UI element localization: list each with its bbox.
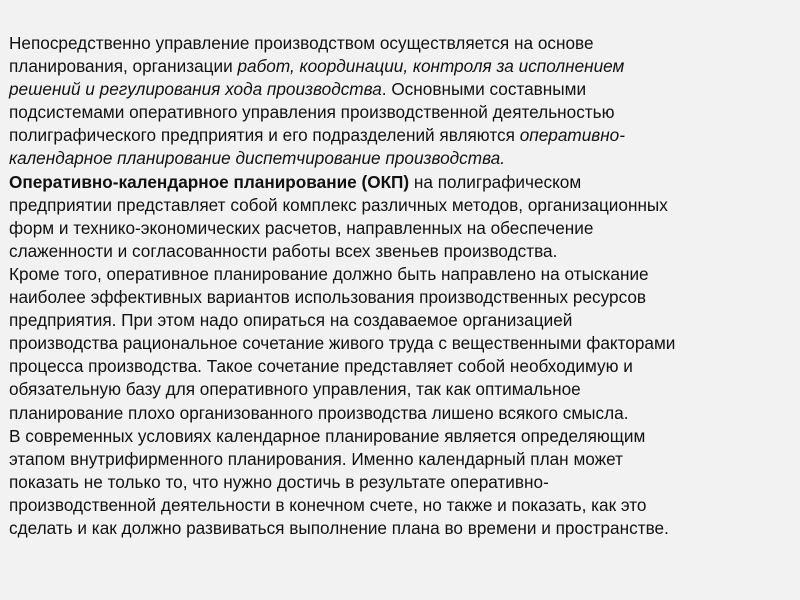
text-run: планирования, организации xyxy=(9,56,238,77)
text-line xyxy=(9,332,795,355)
text-line xyxy=(9,194,795,217)
text-run: производственной деятельности в конечном счете, но также и показать, как это xyxy=(9,494,647,515)
text-line xyxy=(9,217,795,240)
text-line xyxy=(9,147,795,170)
text-line xyxy=(9,32,795,55)
text-run: производства рациональное сочетание живого труда с вещественными факторами xyxy=(9,333,676,354)
text-line xyxy=(9,124,795,147)
text-line xyxy=(9,240,795,263)
text-line xyxy=(9,494,795,517)
text-run: показать не только то, что нужно достичь в результате оперативно- xyxy=(9,471,549,492)
text-run: форм и технико-экономических расчетов, направленных на обеспечение xyxy=(9,217,594,238)
text-line xyxy=(9,425,795,448)
text-line xyxy=(9,309,795,332)
text-run: подсистемами оперативного управления производственной деятельностью xyxy=(9,102,615,123)
text-run: наиболее эффективных вариантов использования производственных ресурсов xyxy=(9,287,647,308)
italic-text-run: работ, координации, контроля за исполнением xyxy=(237,56,625,77)
text-line xyxy=(9,171,795,194)
text-run: В современных условиях календарное планирование является определяющим xyxy=(9,425,646,446)
body-text xyxy=(9,32,795,540)
text-line xyxy=(9,263,795,286)
text-line xyxy=(9,471,795,494)
text-run: на полиграфическом xyxy=(409,171,582,192)
text-run: обязательную базу для оперативного управления, так как оптимальное xyxy=(9,379,581,400)
bold-text-run: Оперативно-календарное планирование (ОКП) xyxy=(9,171,410,192)
text-run: . Основными составными xyxy=(381,79,587,100)
text-run: Непосредственно управление производством осуществляется на основе xyxy=(9,33,594,53)
text-line xyxy=(9,402,795,425)
text-run: этапом внутрифирменного планирования. Именно календарный план может xyxy=(9,448,623,469)
italic-text-run: оперативно- xyxy=(519,125,625,146)
text-line xyxy=(9,101,795,124)
text-line xyxy=(9,78,795,101)
text-line xyxy=(9,286,795,309)
text-run: слаженности и согласованности работы всех звеньев производства. xyxy=(9,240,558,261)
italic-text-run: календарное планирование диспетчирование производства. xyxy=(9,148,505,169)
text-run: полиграфического предприятия и его подразделений являются xyxy=(9,125,520,146)
text-run: предприятия. При этом надо опираться на создаваемое организацией xyxy=(9,310,573,331)
text-run: процесса производства. Такое сочетание представляет собой необходимую и xyxy=(9,356,633,377)
text-run: предприятии представляет собой комплекс различных методов, организационных xyxy=(9,194,668,215)
text-run: Кроме того, оперативное планирование должно быть направлено на отыскание xyxy=(9,263,649,284)
text-line xyxy=(9,448,795,471)
text-line xyxy=(9,355,795,378)
text-line xyxy=(9,378,795,401)
italic-text-run: решений и регулирования хода производства xyxy=(9,79,382,100)
text-line xyxy=(9,55,795,78)
text-run: планирование плохо организованного производства лишено всякого смысла. xyxy=(9,402,629,423)
text-line xyxy=(9,517,795,540)
text-run: сделать и как должно развиваться выполнение плана во времени и пространстве. xyxy=(9,517,669,538)
